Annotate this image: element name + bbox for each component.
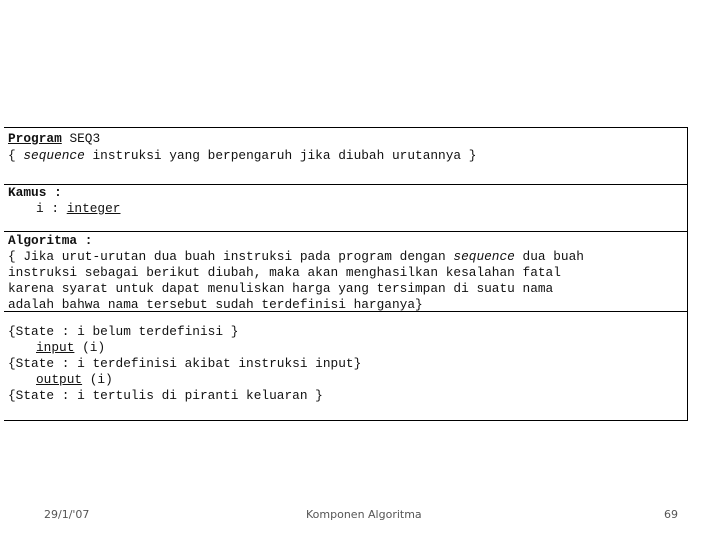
state-comment-3: {State : i tertulis di piranti keluaran } [8,388,323,403]
output-statement: output (i) [36,372,113,387]
algoritma-title: Algoritma : [8,233,93,248]
sequence-term: sequence [23,148,85,163]
output-keyword: output [36,372,83,387]
decl-type: integer [66,201,121,216]
program-name: SEQ3 [61,131,101,146]
kamus-declaration [36,201,120,217]
sequence-term: sequence [453,249,515,264]
state-comment-2: {State : i terdefinisi akibat instruksi input} [8,356,362,371]
algoritma-comment-line-4: adalah bahwa nama tersebut sudah terdefinisi harganya} [8,297,423,312]
program-keyword: Program [8,131,62,146]
code-listing [4,127,688,421]
footer-date: 29/1/'07 [44,508,90,521]
program-header-section [4,128,687,185]
kamus-title: Kamus : [8,185,62,200]
kamus-section [4,184,687,232]
input-keyword: input [36,340,75,355]
algoritma-comment-line-3: karena syarat untuk dapat menuliskan harga yang tersimpan di suatu nama [8,281,554,296]
algoritma-body-section [4,311,687,421]
algoritma-section [4,231,687,312]
program-line [8,131,100,147]
footer-title: Komponen Algoritma [306,508,422,521]
page-number: 69 [664,508,678,521]
program-comment: { sequence instruksi yang berpengaruh jika diubah urutannya } [8,148,477,163]
input-statement: input (i) [36,340,106,355]
state-comment-1: {State : i belum terdefinisi } [8,324,239,339]
algoritma-comment-line-2: instruksi sebagai berikut diubah, maka akan menghasilkan kesalahan fatal [8,265,561,280]
algoritma-comment-line-1: { Jika urut-urutan dua buah instruksi pada program dengan sequence dua buah [8,249,584,264]
decl-name: i : [36,201,67,216]
